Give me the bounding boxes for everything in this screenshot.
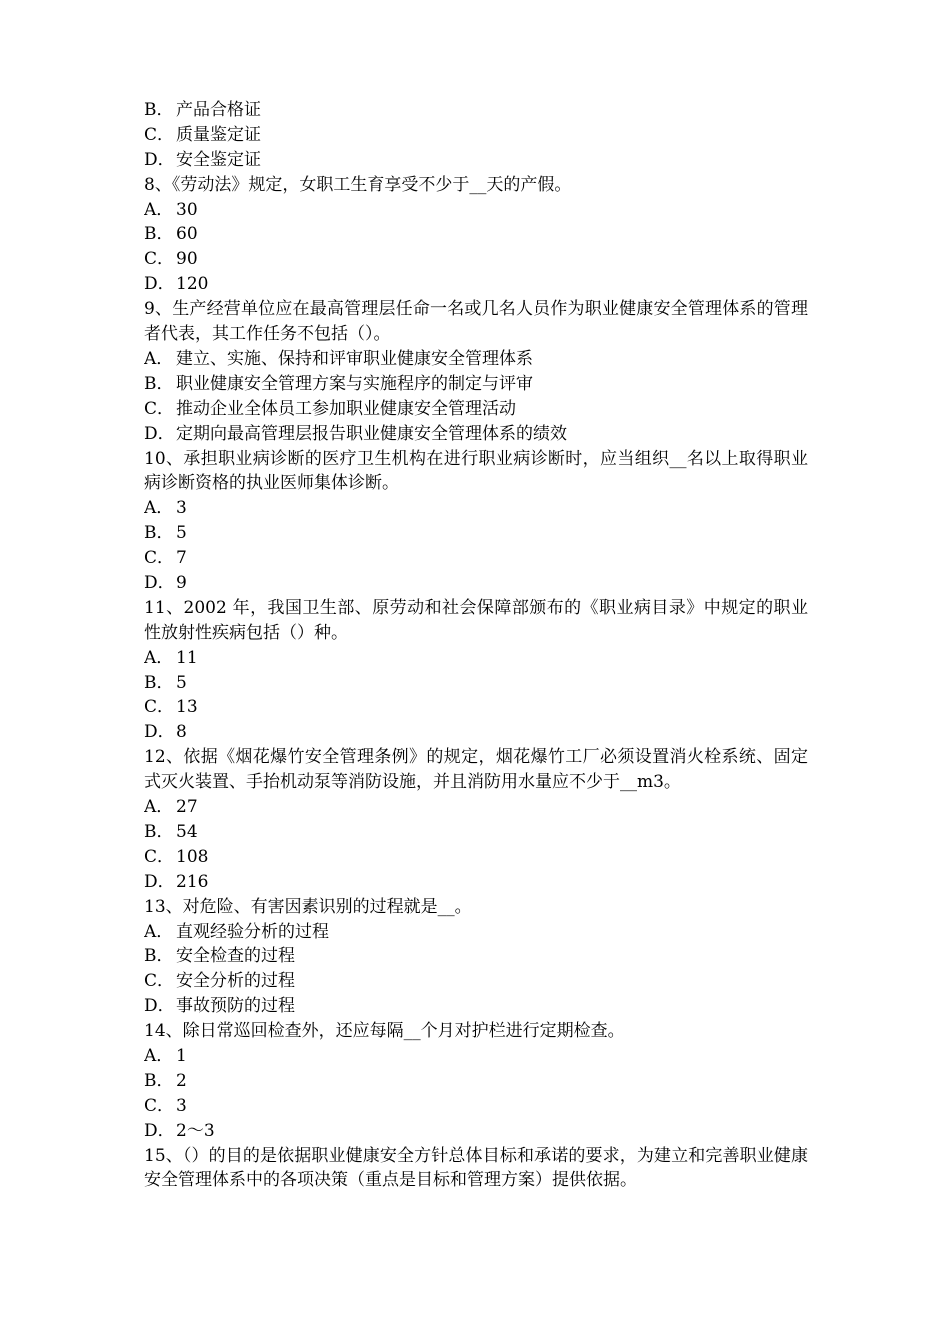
option-letter: A． [144,921,174,942]
option-text: 职业健康安全管理方案与实施程序的制定与评审 [176,373,533,394]
option-text: 安全检查的过程 [176,946,295,967]
option-letter: A． [144,498,174,519]
question-text: 8、《劳动法》规定，女职工生育享受不少于__天的产假。 [144,174,572,195]
option-letter: C． [144,398,175,419]
option-letter: C． [144,846,175,867]
answer-option [144,695,808,720]
option-letter: C． [144,697,175,718]
option-text: 8 [176,722,187,743]
answer-option [144,198,808,223]
question-text: 13、对危险、有害因素识别的过程就是__。 [144,896,472,917]
document-page [144,98,808,1193]
option-letter: D． [144,149,175,170]
answer-option [144,98,808,123]
option-letter: D． [144,423,175,444]
answer-option [144,123,808,148]
option-text: 建立、实施、保持和评审职业健康安全管理体系 [176,348,533,369]
option-text: 安全鉴定证 [176,149,261,170]
option-text: 3 [176,498,187,519]
answer-option [144,521,808,546]
answer-option [144,1069,808,1094]
option-letter: A． [144,1046,174,1067]
question-text: 14、除日常巡回检查外，还应每隔__个月对护栏进行定期检查。 [144,1021,625,1042]
option-letter: A． [144,797,174,818]
answer-option [144,372,808,397]
option-text: 54 [176,821,198,842]
option-text: 质量鉴定证 [176,124,261,145]
option-text: 9 [176,573,187,593]
answer-option [144,671,808,696]
answer-option [144,496,808,521]
option-text: 推动企业全体员工参加职业健康安全管理活动 [176,398,516,419]
answer-option [144,870,808,895]
option-text: 1 [176,1046,187,1067]
question-text: 15、（）的目的是依据职业健康安全方针总体目标和承诺的要求，为建立和完善职业健康安全管理体系中的各项决策（重点是目标和管理方案）提供依据。 [144,1145,808,1191]
option-letter: A． [144,199,174,220]
option-letter: B． [144,672,174,693]
option-letter: D． [144,573,175,593]
answer-option [144,546,808,571]
option-text: 90 [176,249,198,270]
answer-option [144,347,808,372]
answer-option [144,397,808,422]
answer-option [144,1119,808,1144]
option-text: 2 [176,1070,187,1091]
answer-option [144,422,808,447]
question-text: 11、2002 年，我国卫生部、原劳动和社会保障部颁布的《职业病目录》中规定的职业性放射性疾病包括（）种。 [144,597,808,643]
option-text: 27 [176,797,198,818]
answer-option [144,247,808,272]
option-text: 30 [176,199,198,220]
option-text: 2～3 [176,1120,215,1141]
answer-option [144,720,808,745]
option-text: 7 [176,548,187,569]
question-text: 12、依据《烟花爆竹安全管理条例》的规定，烟花爆竹工厂必须设置消火栓系统、固定式灭火装置、手抬机动泵等消防设施，并且消防用水量应不少于__m3。 [144,747,808,793]
option-text: 安全分析的过程 [176,971,295,992]
answer-option [144,795,808,820]
option-letter: A． [144,647,174,668]
option-letter: C． [144,124,175,145]
option-text: 11 [176,647,198,668]
option-letter: B． [144,1070,174,1091]
option-letter: B． [144,373,174,394]
option-letter: D． [144,871,175,892]
answer-option [144,272,808,297]
answer-option [144,820,808,845]
option-letter: D． [144,1120,175,1141]
question-text: 10、承担职业病诊断的医疗卫生机构在进行职业病诊断时，应当组织__名以上取得职业病诊断资格的执业医师集体诊断。 [144,448,808,494]
option-text: 120 [176,274,209,295]
answer-option [144,1044,808,1069]
option-text: 直观经验分析的过程 [176,921,329,942]
option-letter: C． [144,548,175,569]
option-text: 3 [176,1095,187,1116]
option-letter: B． [144,523,174,544]
option-letter: D． [144,996,175,1017]
option-text: 产品合格证 [176,100,261,120]
answer-option [144,148,808,173]
answer-option [144,571,808,596]
answer-option [144,845,808,870]
option-text: 5 [176,672,187,693]
question-text: 9、生产经营单位应在最高管理层任命一名或几名人员作为职业健康安全管理体系的管理者代表，其工作任务不包括（）。 [144,299,808,345]
option-text: 60 [176,224,198,245]
option-letter: D． [144,722,175,743]
answer-option [144,920,808,945]
option-letter: C． [144,971,175,992]
option-text: 定期向最高管理层报告职业健康安全管理体系的绩效 [176,423,567,444]
option-text: 216 [176,871,209,892]
option-text: 5 [176,523,187,544]
option-letter: B． [144,946,174,967]
answer-option [144,969,808,994]
option-letter: C． [144,249,175,270]
option-text: 108 [176,846,209,867]
option-text: 13 [176,697,198,718]
answer-option [144,944,808,969]
option-letter: A． [144,348,174,369]
option-letter: C． [144,1095,175,1116]
option-letter: B． [144,224,174,245]
option-letter: B． [144,100,174,120]
option-letter: D． [144,274,175,295]
option-text: 事故预防的过程 [176,996,295,1017]
answer-option [144,222,808,247]
option-letter: B． [144,821,174,842]
answer-option [144,1094,808,1119]
answer-option [144,994,808,1019]
answer-option [144,646,808,671]
